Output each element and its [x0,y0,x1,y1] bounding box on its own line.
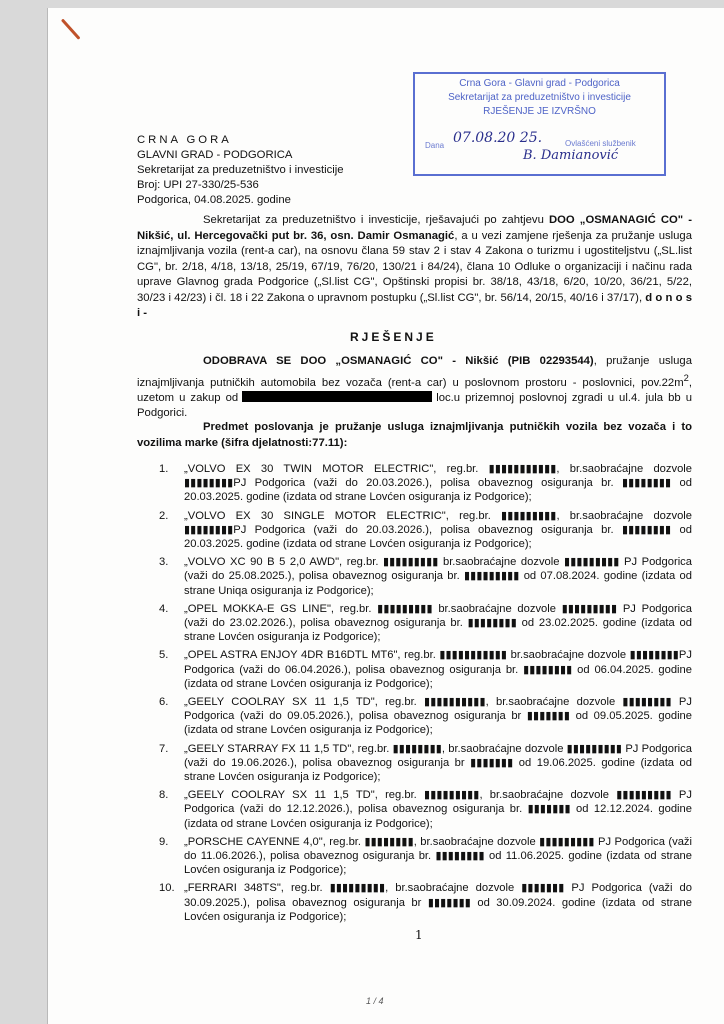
stamp-line-2: Sekretarijat za preduzetništvo i investicije [448,92,631,103]
vehicle-item [137,835,692,878]
decision-text-2: , uzetom u zakup od [137,376,692,404]
vehicle-item [137,648,692,691]
vehicle-item-text: „VOLVO EX 30 SINGLE MOTOR ELECTRIC", reg.br. ▮▮▮▮▮▮▮▮▮, br.saobraćajne dozvole ▮▮▮▮▮▮▮▮PJ Podgorica (važi do 20.03.2026.), polisa obaveznog osiguranja br. ▮▮▮▮▮▮▮▮ od 20.03.2025. godine (izdata od strane Lovćen osiguranja iz Podgorice); [184,509,692,551]
intro-text-1: Sekretarijat za preduzetništvo i investicije, rješavajući po zahtjevu [203,214,549,226]
vehicle-item-number: 5. [159,649,169,662]
header-ref: Broj: UPI 27-330/25-536 [137,179,259,191]
intro-donosi: d o n o s i - [137,291,692,319]
document-title: RJEŠENJE [350,330,437,344]
vehicle-item-number: 10. [159,882,175,895]
vehicle-item-text: „FERRARI 348TS", reg.br. ▮▮▮▮▮▮▮▮▮, br.saobraćajne dozvole ▮▮▮▮▮▮▮ PJ Podgorica (važi do 30.09.2025.), polisa obaveznog osiguranja br ▮▮▮▮▮▮▮ od 30.09.2024. godine (izdata od strane Lovćen osiguranja iz Podgorice); [184,882,692,923]
vehicle-item [137,788,692,831]
intro-paragraph [137,213,692,322]
page-number: 1 [415,928,423,942]
vehicle-item-text: „GEELY COOLRAY SX 11 1,5 TD", reg.br. ▮▮▮▮▮▮▮▮▮▮, br.saobraćajne dozvole ▮▮▮▮▮▮▮▮ PJ Podgorica (važi do 09.05.2026.), polisa obaveznog osiguranja br ▮▮▮▮▮▮▮ od 09.05.2025. godine (izdata od strane Lovćen osiguranja iz Podgorice); [184,696,692,737]
vehicle-item [137,881,692,924]
stamp-date-label: Dana [425,141,445,150]
vehicle-item-number: 7. [159,742,169,755]
document-header [137,133,344,208]
vehicle-item-text: „VOLVO XC 90 B 5 2,0 AWD", reg.br. ▮▮▮▮▮▮▮▮▮ br.saobraćajne dozvole ▮▮▮▮▮▮▮▮▮ PJ Podgorica (važi do 25.08.2025.), polisa obaveznog osiguranja br. ▮▮▮▮▮▮▮▮▮ od 07.08.2024. godine (izdata od strane Uniqa osiguranja iz Podgorice); [184,556,692,597]
stamp-line-1: Crna Gora - Glavni grad - Podgorica [459,78,620,89]
header-country: CRNA GORA [137,134,232,146]
page-footer: 1 / 4 [366,996,384,1006]
vehicle-item-text: „GEELY STARRAY FX 11 1,5 TD", reg.br. ▮▮▮▮▮▮▮▮, br.saobraćajne dozvole ▮▮▮▮▮▮▮▮▮ PJ Podgorica (važi do 19.06.2026.), polisa obaveznog osiguranja br ▮▮▮▮▮▮▮ od 19.06.2025. godine (izdata od strane Lovćen osiguranja iz Podgorice); [184,742,692,784]
vehicle-item-number: 8. [159,789,169,802]
vehicle-item [137,602,692,645]
header-city: GLAVNI GRAD - PODGORICA [137,149,293,161]
vehicle-item [137,555,692,598]
stamp-line-3: RJEŠENJE JE IZVRŠNO [483,106,596,117]
vehicle-item [137,462,692,505]
vehicle-item-number: 1. [159,463,169,475]
header-dept: Sekretarijat za preduzetništvo i investicije [137,164,344,176]
intro-company: DOO „OSMANAGIĆ CO" - Nikšić, ul. Hercegovački put br. 36, osn. Damir Osmanagić [137,214,693,242]
decision-text-1: , pružanje usluga iznajmljivanja putničkih automobila bez vozača (rent-a car) u poslovnom prostoru - poslovnici, pov.22m [137,355,692,389]
decision-paragraph [137,354,692,422]
vehicle-item-text: „OPEL MOKKA-E GS LINE", reg.br. ▮▮▮▮▮▮▮▮▮ br.saobraćajne dozvole ▮▮▮▮▮▮▮▮▮ PJ Podgorica (važi do 23.02.2026.), polisa obaveznog osiguranja br. ▮▮▮▮▮▮▮▮ od 23.02.2025. godine (izdata od strane Lovćen osiguranja iz Podgorice); [184,602,692,644]
vehicle-item-text: „PORSCHE CAYENNE 4,0", reg.br. ▮▮▮▮▮▮▮▮, br.saobraćajne dozvole ▮▮▮▮▮▮▮▮▮ PJ Podgorica (važi do 11.06.2026.), polisa obaveznog osiguranja br. ▮▮▮▮▮▮▮▮ od 11.06.2025. godine (izdata od strane Lovćen osiguranja iz Podgorice); [184,835,692,877]
redacted-lessor [242,391,432,402]
vehicle-item-number: 9. [159,835,169,848]
vehicle-item [137,742,692,785]
stamp-date: 07.08.20 25. [453,130,543,146]
vehicle-item-text: „VOLVO EX 30 TWIN MOTOR ELECTRIC", reg.br. ▮▮▮▮▮▮▮▮▮▮▮, br.saobraćajne dozvole ▮▮▮▮▮▮▮▮PJ Podgorica (važi do 20.03.2026.), polisa obaveznog osiguranja br. ▮▮▮▮▮▮▮▮ od 20.03.2025. godine (izdata od strane Lovćen osiguranja iz Podgorice); [184,463,692,504]
stamp-signature: B. Damianović [523,148,619,163]
decision-sup: 2 [683,371,689,383]
official-stamp [413,72,666,176]
vehicle-item-number: 3. [159,556,169,569]
vehicle-item-number: 6. [159,696,169,709]
vehicle-item-text: „OPEL ASTRA ENJOY 4DR B16DTL MT6", reg.br. ▮▮▮▮▮▮▮▮▮▮▮ br.saobraćajne dozvole ▮▮▮▮▮▮▮▮PJ Podgorica (važi do 06.04.2026.), polisa obaveznog osiguranja br. ▮▮▮▮▮▮▮▮ od 06.04.2025. godine (izdata od strane Lovćen osiguranja iz Podgorice); [184,649,692,690]
decision-text-3: loc.u prizemnoj poslovnoj zgradi u ul.4. jula bb u Podgorici. [137,391,692,420]
decision-lead: ODOBRAVA SE DOO „OSMANAGIĆ CO" - Nikšić (PIB 02293544) [203,355,594,367]
vehicle-item-text: „GEELY COOLRAY SX 11 1,5 TD", reg.br. ▮▮▮▮▮▮▮▮▮, br.saobraćajne dozvole ▮▮▮▮▮▮▮▮▮ PJ Podgorica (važi do 12.12.2026.), polisa obaveznog osiguranja br. ▮▮▮▮▮▮▮ od 12.12.2024. godine (izdata od strane Lovćen osiguranja iz Podgorice); [184,789,692,830]
header-date: Podgorica, 04.08.2025. godine [137,194,291,206]
intro-text-2: , a u vezi zamjene rješenja za pružanje usluga iznajmljivanja vozila (rent-a car), na osnovu člana 59 stav 2 i stav 4 Zakona o turizmu i ugostiteljstvu („SL.list CG", br. 2/18, 4/18, 13/18, 25/19, 67/19, 76/20, 130/21 i 84/24), člana 10 Odluke o organizaciji i načinu rada uprave Glavnog grada Podgorice („Sl.list CG", Opštinski propisi br. 38/18, 43/18, 6/20, 10/20, 36/21, 5/22, 30/23 i 42/23) i čl. 18 i 22 Zakona o upravnom postupku („Sl.list CG", br. 56/14, 20/15, 40/16 i 37/17), [137,229,692,304]
vehicle-item-number: 4. [159,602,169,615]
subject-paragraph: Predmet poslovanja je pružanje usluga iznajmljivanja putničkih vozila bez vozača i to vozilima marke (šifra djelatnosti:77.11): [137,421,692,449]
stamp-officer-label: Ovlašćeni službenik [565,139,636,148]
vehicle-item-number: 2. [159,509,169,522]
vehicle-list [137,462,692,928]
vehicle-item [137,695,692,738]
vehicle-item [137,509,692,552]
